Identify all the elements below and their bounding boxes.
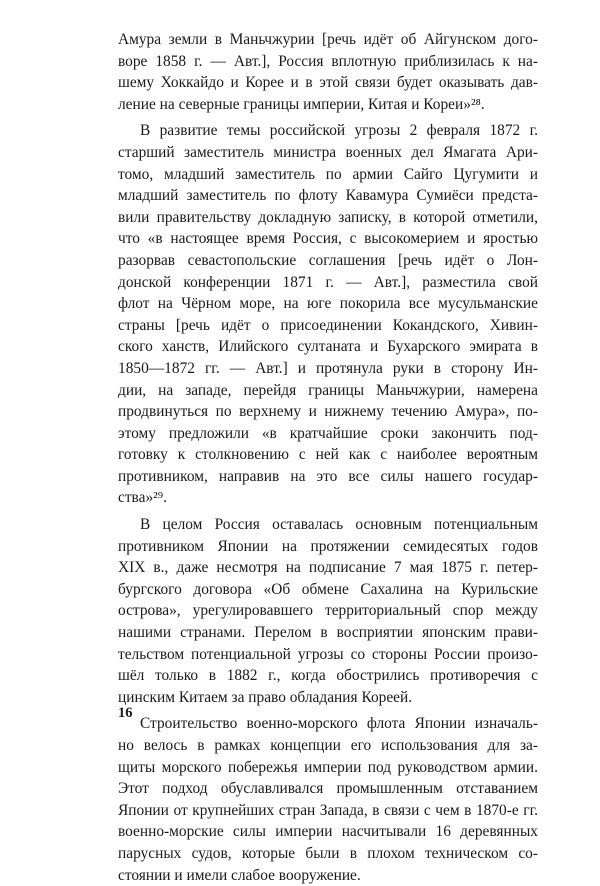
text-line: цинским Китаем за право обладания Кореей. (118, 688, 413, 706)
text-line: дии, на западе, перейдя границы Маньчжурии, намерена (118, 381, 538, 399)
text-line: этому предложили «в кратчайшие сроки закончить под- (118, 424, 538, 442)
text-line: ского ханств, Илийского султаната и Бухарского эмирата в (118, 338, 538, 356)
text-line: военно-морские силы империи насчитывали 16 деревянных (118, 823, 538, 841)
text-line: В целом Россия оставалась основным потенциальным (140, 516, 538, 534)
text-line: младший заместитель по флоту Кавамура Сумиёси предста- (118, 187, 538, 205)
text-line: Японии от крупнейших стран Запада, в связи с чем в 1870-е гг. (118, 801, 538, 819)
text-line: противником Японии на протяжении семидесятых годов (118, 537, 538, 555)
text-line: донской конференции 1871 г. — Авт.], разместила свой (118, 273, 538, 291)
text-line: XIX в., даже несмотря на подписание 7 мая 1875 г. петер- (118, 559, 538, 577)
text-line: старший заместитель министра военных дел Ямагата Ари- (118, 143, 538, 161)
text-line: продвинуться по верхнему и нижнему течению Амура», по- (118, 403, 538, 421)
text-line: парусных судов, которые были в плохом техническом со- (118, 844, 538, 862)
text-line: готовку к столкновению с ней как с наиболее вероятным (118, 446, 538, 464)
text-line: нашими странами. Перелом в восприятии японским прави- (118, 624, 538, 642)
text-line: щиты морского побережья империи под руководством армии. (118, 758, 538, 776)
text-line: бургского договора «Об обмене Сахалина на Курильские (118, 580, 538, 598)
text-line: шёл только в 1882 г., когда обострились противоречия с (118, 667, 538, 685)
text-line: страны [речь идёт о присоединении Кокандского, Хивин- (118, 316, 538, 334)
text-line: но велось в рамках концепции его использования для за- (118, 737, 538, 754)
text-line: воре 1858 г. — Авт.], Россия вплотную приблизилась к на- (118, 52, 538, 70)
text-line: томо, младший заместитель по армии Сайго Цугумити и (118, 165, 538, 183)
text-line: тельством потенциальной угрозы со стороны России произо- (118, 645, 538, 663)
text-line: вили правительству докладную записку, в которой отметили, (118, 208, 538, 226)
text-line: В развитие темы российской угрозы 2 февраля 1872 г. (140, 122, 538, 140)
text-line: противником, направив на это все силы нашего государ- (118, 467, 538, 485)
text-line: Строительство военно-морского флота Японии изначаль- (140, 715, 538, 733)
text-line: 1850—1872 гг. — Авт.] и протянула руки в сторону Ин- (118, 359, 538, 377)
text-line: острова», урегулировавшего территориальный спор между (118, 602, 538, 620)
text-line: ление на северные границы империи, Китая и Кореи»²⁸. (118, 95, 485, 113)
paragraph (118, 120, 538, 509)
text-line: стоянии и имели слабое вооружение. (118, 866, 361, 884)
text-line: Этот подход обуславливался промышленным отставанием (118, 780, 538, 798)
book-page-text (118, 29, 538, 886)
text-line: разорвав севастопольские соглашения [речь идёт о Лон- (118, 251, 538, 269)
text-line: шему Хоккайдо и Корее и в этой связи будет оказывать дав- (118, 74, 538, 92)
paragraph (118, 29, 538, 115)
text-line: флот на Чёрном море, на юге покорила все мусульманские (118, 295, 538, 313)
page-number: 16 (118, 705, 133, 721)
paragraph (118, 713, 538, 886)
text-line: ства»²⁹. (118, 489, 167, 507)
text-line: что «в настоящее время Россия, с высокомерием и яростью (118, 230, 538, 248)
text-line: Амура земли в Маньчжурии [речь идёт об Айгунском дого- (118, 31, 538, 48)
paragraph (118, 514, 538, 708)
